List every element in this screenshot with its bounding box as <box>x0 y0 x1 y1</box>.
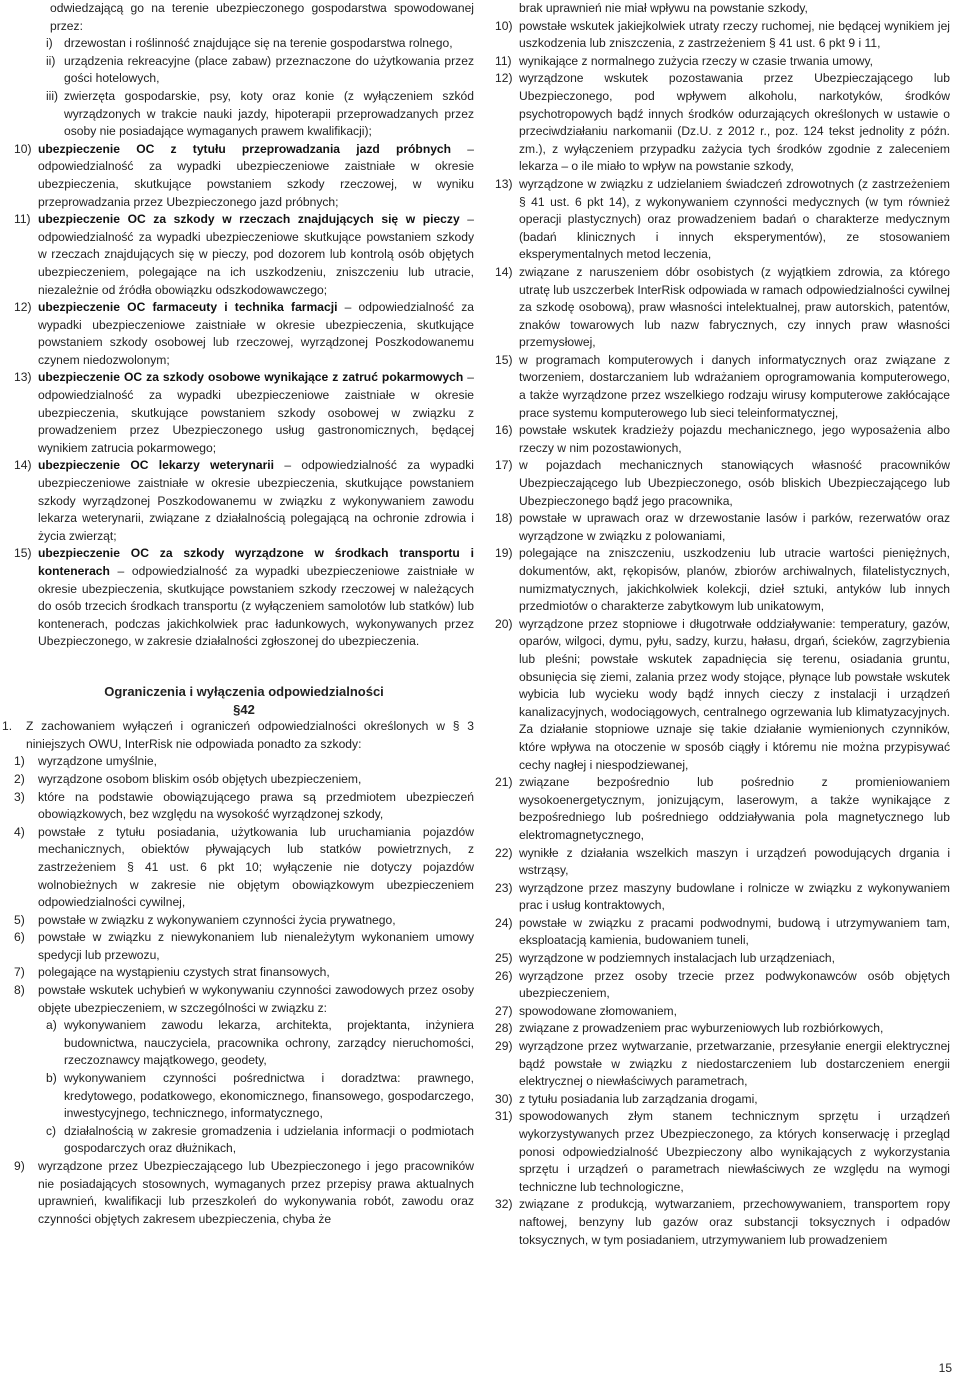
exclusion-item <box>14 929 474 964</box>
item-text: drzewostan i roślinność znajdujące się na terenie gospodarstwa rolnego, <box>64 36 453 51</box>
item-text: powstałe wskutek uchybień w wykonywaniu czynności zawodowych przez osoby objęte ubezpieczeniem, w szczególności w związku z: <box>38 983 474 1015</box>
exclusion-item <box>495 1196 950 1249</box>
item-number: 20) <box>495 616 513 631</box>
item-bold-title: ubezpieczenie OC za szkody osobowe wynikające z zatruć pokarmowych <box>38 370 464 385</box>
exclusion-item <box>14 964 474 982</box>
item-text: wynikłe z działania wszelkich maszyn i urządzeń powodujących drgania i wstrząsy, <box>519 845 950 878</box>
item-number: 16) <box>495 423 513 438</box>
item-number: 23) <box>495 880 513 895</box>
exclusion-item <box>14 824 474 912</box>
exclusion-item <box>495 510 950 545</box>
item-text: wynikające z normalnego zużycia rzeczy w czasie trwania umowy, <box>519 53 873 68</box>
item-text: związane bezpośrednio lub pośrednio z promieniowaniem wysokoenergetycznym, jonizującym, laserowym, a także wynikające z bezpośredniego lub pośredniego oddziaływania pola magnetycznego lub elektromagnetycznego, <box>519 775 950 842</box>
exclusion-item <box>495 845 950 880</box>
item-number: 6) <box>14 930 25 945</box>
coverage-item <box>14 457 474 545</box>
paragraph-text: Z zachowaniem wyłączeń i ograniczeń odpowiedzialności określonych w § 3 niniejszych OWU, InterRisk nie odpowiada ponadto za szkody: <box>26 719 474 751</box>
exclusion-sub-item <box>14 1017 474 1070</box>
exclusion-item <box>495 53 950 71</box>
item-text: wyrządzone przez maszyny budowlane i rolnicze w związku z wykonywaniem prac i usług kontraktowych, <box>519 880 950 913</box>
sub-list <box>14 35 474 141</box>
item-number: 21) <box>495 775 513 790</box>
item-number: 18) <box>495 511 513 526</box>
exclusion-item <box>495 352 950 422</box>
item-number: 26) <box>495 968 513 983</box>
item-number: b) <box>46 1071 57 1086</box>
item-number: 17) <box>495 458 513 473</box>
coverage-item <box>14 369 474 457</box>
exclusion-item <box>495 18 950 53</box>
left-column <box>2 0 474 1228</box>
item-text: wyrządzone umyślnie, <box>38 754 157 769</box>
item-text: powstałe w związku z niewykonaniem lub nienależytym wykonaniem umowy spedycji lub przewozu, <box>38 930 474 962</box>
item-text: które na podstawie obowiązującego prawa są przedmiotem ubezpieczeń obowiązkowych, bez względu na wysokość wyrządzonej szkody, <box>38 789 474 822</box>
coverage-item <box>14 211 474 299</box>
exclusion-item <box>14 912 474 930</box>
exclusion-item <box>495 1020 950 1038</box>
item-number: 3) <box>14 789 25 804</box>
item-number: 27) <box>495 1003 513 1018</box>
exclusion-item <box>495 1003 950 1021</box>
item-number: 13) <box>14 370 32 385</box>
exclusion-item <box>495 422 950 457</box>
item-text: powstałe wskutek kradzieży pojazdu mechanicznego, jego wyposażenia albo rzeczy w nim pozostawionych, <box>519 423 950 455</box>
item-text: powstałe w związku z wykonywaniem czynności życia prywatnego, <box>38 912 396 927</box>
exclusion-item <box>495 774 950 844</box>
item-number: 10) <box>14 141 32 156</box>
item-text: wykonywaniem czynności pośrednictwa i doradztwa: prawnego, kredytowego, podatkowego, ekonomicznego, finansowego, gospodarczego, inwestycyjnego, technicznego, informatycznego, <box>64 1071 474 1121</box>
item-number: 4) <box>14 824 25 839</box>
item-text: – odpowiedzialność za wypadki ubezpieczeniowe zaistniałe w okresie ubezpieczenia, skutkujące powstaniem szkody rzeczowej, w wyniku przeprowadzania przez Ubezpieczonego jazd próbnych; <box>38 141 474 209</box>
item-number: 14) <box>495 264 513 279</box>
exclusion-item <box>14 771 474 789</box>
exclusion-item <box>495 1108 950 1196</box>
item-text: zwierzęta gospodarskie, psy, koty oraz konie (z wyłączeniem szkód wyrządzonych w trakcie nauki jazdy, hipoterapii przeprowadzanych przez osoby nie posiadające wymaganych prawem kwalifikacji); <box>64 88 474 139</box>
item-text: powstałe wskutek jakiejkolwiek utraty rzeczy ruchomej, nie będącej wynikiem jej uszkodzenia lub zniszczenia, z zastrzeżeniem § 41 ust. 6 pkt 9 i 11, <box>519 18 950 51</box>
page-number: 15 <box>938 1361 952 1376</box>
item-number: iii) <box>46 88 59 103</box>
item-number: 19) <box>495 546 513 561</box>
item-number: 28) <box>495 1021 513 1036</box>
item-number: 15) <box>495 352 513 367</box>
item-text: powstałe z tytułu posiadania, użytkowania lub uruchamiania pojazdów mechanicznych, obiektów pływających lub statków powietrznych, z zastrzeżeniem § 41 ust. 6 pkt 10; wyłączenie nie dotyczy pojazdów wolnobieżnych w zakresie nie objętym obowiązkowym ubezpieczeniem odpowiedzialności cywilnej, <box>38 824 474 910</box>
item-number: i) <box>46 36 53 51</box>
sub-list-item <box>14 53 474 88</box>
item-text: – odpowiedzialność za wypadki ubezpieczeniowe zaistniałe w okresie ubezpieczenia, skutkujące powstaniem szkody wyrządzonej Poszkodowanemu w związku z wykonywaniem zawodu lekarza weterynarii, związane z działalnością polegającą na ochronie zdrowia i życia zwierząt; <box>38 458 474 543</box>
continuation-text: brak uprawnień nie miał wpływu na powstanie szkody, <box>519 1 808 15</box>
sub-list-item <box>14 88 474 141</box>
item-number: 2) <box>14 771 25 786</box>
item-bold-title: ubezpieczenie OC farmaceuty i technika farmacji <box>38 300 338 315</box>
exclusion-item <box>495 616 950 774</box>
item-number: 32) <box>495 1197 513 1212</box>
item-text: związane z produkcją, wytwarzaniem, przechowywaniem, transportem ropy naftowej, benzyny lub gazów oraz substancji toksycznych i odpadów toksycznych, w tym posiadaniem, utrzymywaniem lub prowadzeniem <box>519 1197 950 1247</box>
item-text: wyrządzone w podziemnych instalacjach lub urządzeniach, <box>519 951 835 966</box>
exclusion-item <box>495 264 950 352</box>
item-number: 13) <box>495 176 513 191</box>
item-text: – odpowiedzialność za wypadki ubezpieczeniowe zaistniałe w okresie ubezpieczenia, skutkujące powstaniem szkody osobowej w związku z prowadzeniem przez Ubezpieczonego usług gastronomicznych, będącej wynikiem zatrucia pokarmowego; <box>38 370 474 455</box>
exclusion-item <box>14 982 474 1017</box>
item-number: c) <box>46 1123 57 1138</box>
exclusion-item <box>495 915 950 950</box>
item-number: 7) <box>14 965 25 980</box>
exclusion-item <box>495 457 950 510</box>
exclusion-item <box>14 789 474 824</box>
item-text: działalnością w zakresie gromadzenia i udzielania informacji o podmiotach gospodarczych oraz dłużnikach, <box>64 1123 474 1156</box>
exclusion-item <box>14 753 474 771</box>
item-text: w programach komputerowych i danych informatycznych oraz związane z tworzeniem, dostarczaniem lub wdrażaniem oprogramowania komputerowego, a także wyrządzone przez wszelkiego rodzaju wirusy komputerowe zakłócające prace systemu komputerowego lub sieci teleinformatycznej, <box>519 352 950 420</box>
item-text: wyrządzone osobom bliskim osób objętych ubezpieczeniem, <box>38 771 362 786</box>
item-number: a) <box>46 1018 57 1033</box>
exclusion-item <box>14 1158 474 1228</box>
item-bold-title: ubezpieczenie OC za szkody wyrządzone w środkach transportu i kontenerach <box>38 546 474 578</box>
paragraph-number: 1. <box>2 719 13 734</box>
item-number: 9) <box>14 1159 25 1173</box>
item-bold-title: ubezpieczenie OC za szkody w rzeczach znajdujących się w pieczy <box>38 212 460 227</box>
item-number: 14) <box>14 458 32 473</box>
item-number: 5) <box>14 912 25 927</box>
item-text: wyrządzone przez stopniowe i długotrwałe oddziaływanie: temperatury, gazów, oparów, wilgoci, dymu, pyłu, sadzy, kurzu, hałasu, drgań, ścieków, zagrzybienia lub pleśni; powstałe wskutek zapadnięcia się terenu, osiadania gruntu, obsunięcia się ziemi, zalania przez wody stojące, płynące lub powstałe wskutek wybicia lub wycieku wody bądź innych cieczy z instalacji i urządzeń kanalizacyjnych, wodociągowych, centralnego ogrzewania lub klimatyzacyjnych. Za działanie stopniowe uznaje się takie działanie wymienionych czynników, które wpływa na otoczenie w sposób ciągły i któremu nie można przypisywać cechy nagłej i niespodziewanej, <box>519 616 950 772</box>
right-column <box>495 0 950 1249</box>
section-heading: Ograniczenia i wyłączenia odpowiedzialności <box>104 683 384 699</box>
exclusion-sub-item <box>14 1123 474 1158</box>
item-bold-title: ubezpieczenie OC z tytułu przeprowadzania jazd próbnych <box>38 141 452 156</box>
item-text: spowodowane złomowaniem, <box>519 1003 677 1018</box>
coverage-item <box>14 141 474 211</box>
coverage-items <box>14 141 474 651</box>
item-number: 10) <box>495 18 513 33</box>
exclusion-item <box>495 880 950 915</box>
item-number: 25) <box>495 951 513 966</box>
item-text: powstałe w uprawach oraz w drzewostanie lasów i parków, rezerwatów oraz wyrządzone w związku z polowaniami, <box>519 511 950 543</box>
item-number: 11) <box>495 53 512 68</box>
item-text: urządzenia rekreacyjne (place zabaw) przeznaczone do użytkowania przez gości hotelowych, <box>64 53 474 86</box>
exclusion-item <box>495 1038 950 1091</box>
item-text: związane z prowadzeniem prac wyburzeniowych lub rozbiórkowych, <box>519 1021 884 1036</box>
item-number: 11) <box>14 212 31 227</box>
item-text: powstałe w związku z pracami podwodnymi, budową i utrzymywaniem tam, eksploatacją kamienia, budowaniem tuneli, <box>519 915 950 948</box>
item-text: w pojazdach mechanicznych stanowiących własność pracowników Ubezpieczającego lub Ubezpieczonego, osób bliskich Ubezpieczającego lub Ubezpieczonego bądź jego pracownika, <box>519 458 950 508</box>
item-text: – odpowiedzialność za wypadki ubezpieczeniowe skutkujące powstaniem szkody w rzeczach znajdujących się w pieczy, pod dozorem lub kontrolą osób objętych ubezpieczeniem, polegające na ich uszkodzeniu, zniszczeniu lub utracie, niezależnie od źródła obowiązku odszkodowawczego; <box>38 212 474 297</box>
coverage-item <box>14 299 474 369</box>
item-number: 1) <box>14 754 25 769</box>
exclusion-sub-item <box>14 1070 474 1123</box>
item-text: związane z naruszeniem dóbr osobistych (z wyjątkiem zdrowia, za którego utratę lub uszczerbek InterRisk odpowiada w ramach odpowiedzialności cywilnej za szkodę osobową), praw własności intelektualnej, praw autorskich, patentów, znaków towarowych lub nazw fabrycznych, czy innych praw własności przemysłowej, <box>519 264 950 350</box>
item-text: wyrządzone wskutek pozostawania przez Ubezpieczającego lub Ubezpieczonego, pod wpływem alkoholu, narkotyków, środków psychotropowych bądź innych środków odurzających określonych w ustawie o przeciwdziałaniu narkomanii (Dz.U. z 2012 r., poz. 124 tekst jednolity z późn. zm.), z wyłączeniem przypadku zażycia tych środków zgodnie z zaleceniem lekarza – o ile miało to wpływ na powstanie szkody, <box>519 71 950 174</box>
item-number: ii) <box>46 53 56 68</box>
intro-text: odwiedzającą go na terenie ubezpieczonego gospodarstwa spowodowanej przez: <box>50 1 474 33</box>
item-number: 12) <box>14 300 32 315</box>
item-number: 24) <box>495 915 513 930</box>
item-text: polegające na zniszczeniu, uszkodzeniu lub utracie wartości pieniężnych, dokumentów, akt, rękopisów, planów, zbiorów archiwalnych, filatelistycznych, numizmatycznych, jakichkolwiek kolekcji, dzieł sztuki, antyków lub innych przedmiotów o charakterze zabytkowym lub unikatowym, <box>519 546 950 614</box>
coverage-item <box>14 545 474 651</box>
item-number: 15) <box>14 546 32 561</box>
item-text: – odpowiedzialność za wypadki ubezpieczeniowe zaistniałe w okresie ubezpieczenia, skutkujące powstaniem szkody rzeczowej w należących do osób trzecich środkach transportu (z wyłączeniem samolotów lub statków) lub kontenerach, podczas jakichkolwiek prac ładunkowych, wykonywanych przez Ubezpieczonego, w zakresie działalności zgłoszonej do ubezpieczenia. <box>38 564 474 649</box>
item-bold-title: ubezpieczenie OC lekarzy weterynarii <box>38 458 275 473</box>
exclusion-item <box>495 176 950 264</box>
item-text: wyrządzone przez osoby trzecie przez podwykonawców osób objętych ubezpieczeniem, <box>519 968 950 1001</box>
exclusion-item <box>495 70 950 176</box>
exclusion-item <box>495 968 950 1003</box>
item-number: 8) <box>14 983 25 998</box>
exclusion-items-continued <box>495 18 950 1250</box>
item-text: z tytułu posiadania lub zarządzania drogami, <box>519 1091 758 1106</box>
exclusion-item <box>495 950 950 968</box>
item-text: wyrządzone przez Ubezpieczającego lub Ubezpieczonego i jego pracowników nie posiadających stosownych, wymaganych przez przepisy prawa aktualnych uprawnień, kwalifikacji lub przeszkoleń do wykonywania robót, zawodu oraz czynności objętych zakresem ubezpieczenia, chyba że <box>38 1159 474 1226</box>
exclusion-item <box>495 1091 950 1109</box>
item-number: 12) <box>495 71 513 86</box>
item-text: wykonywaniem zawodu lekarza, architekta, projektanta, inżyniera budownictwa, nauczyciela, pracownika ochrony, zarządcy nieruchomości, rzeczoznawcy majątkowego, geodety, <box>64 1018 474 1068</box>
item-text: polegające na wystąpieniu czystych strat finansowych, <box>38 965 330 980</box>
sub-list-item <box>14 35 474 53</box>
item-text: wyrządzone w związku z udzielaniem świadczeń zdrowotnych (z zastrzeżeniem § 41 ust. 6 pkt 14), z wykonywaniem czynności medycznych (w tym również operacji plastycznych) oraz prowadzeniem badań o charakterze medycznym (badań klinicznych i innych eksperymentów), ze stosowaniem eksperymentalnych metod leczenia, <box>519 176 950 262</box>
item-text: spowodowanych złym stanem technicznym sprzętu i urządzeń wykorzystywanych przez Ubezpieczonego, za których konserwację i przegląd ponosi odpowiedzialność Ubezpieczony albo wynikających z wykorzystania sprzętu i urządzeń o parametrach niewłaściwych ze względu na wymogi techniczne lub technologiczne, <box>519 1109 950 1194</box>
item-number: 29) <box>495 1039 513 1054</box>
item-number: 22) <box>495 845 513 860</box>
item-number: 31) <box>495 1109 513 1124</box>
exclusion-items <box>14 753 474 1228</box>
item-number: 30) <box>495 1091 513 1106</box>
exclusion-item <box>495 545 950 615</box>
item-text: wyrządzone przez wytwarzanie, przetwarzanie, przesyłanie energii elektrycznej bądź powstałe w związku z niedostarczeniem lub dostarczeniem energii elektrycznej o niewłaściwych parametrach, <box>519 1039 950 1089</box>
paragraph-1 <box>2 718 474 753</box>
section-number: §42 <box>233 701 255 717</box>
item-text: – odpowiedzialność za wypadki ubezpieczeniowe zaistniałe w okresie ubezpieczenia, skutkujące powstaniem szkody osobowej lub rzeczowej, wyrządzonej Poszkodowanemu czynem niedozwolonym; <box>38 300 474 367</box>
